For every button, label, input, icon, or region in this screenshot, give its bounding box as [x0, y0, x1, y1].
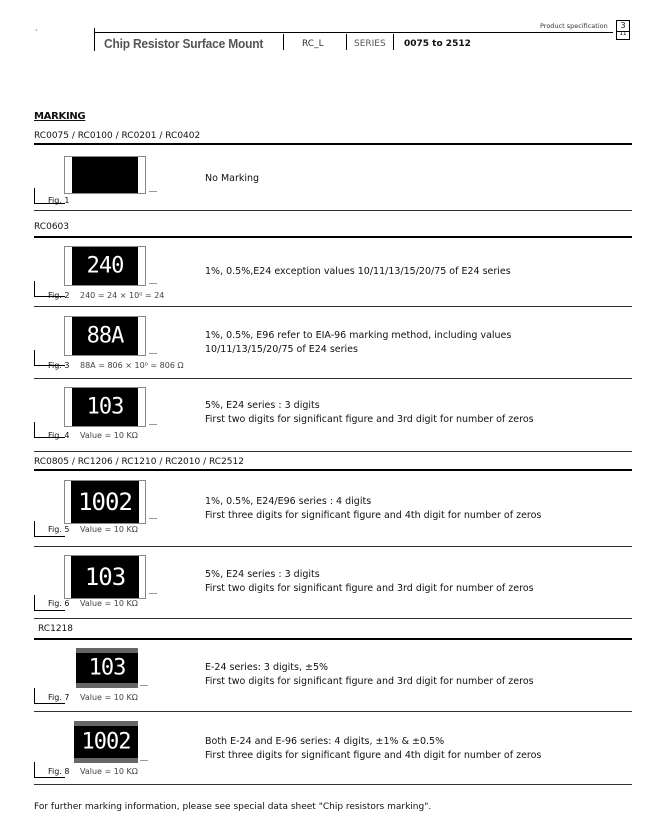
chip-drawing-wide-terminal — [74, 721, 138, 763]
figure-caption: Value = 10 KΩ — [80, 525, 138, 534]
figure-description: 5%, E24 series : 3 digits — [205, 400, 320, 411]
series-range: 0075 to 2512 — [404, 39, 471, 49]
figure-caption: Value = 10 KΩ — [80, 599, 138, 608]
group-rule — [34, 236, 632, 238]
figure-caption: Value = 10 KΩ — [80, 767, 138, 776]
chip-drawing — [64, 555, 146, 599]
section-title: MARKING — [34, 111, 86, 122]
figure-label: Fig. 8 — [48, 767, 70, 776]
header-sep-3 — [393, 34, 394, 50]
figure-divider — [34, 451, 632, 452]
figure-description: 1%, 0.5%, E96 refer to EIA-96 marking method, including values — [205, 330, 512, 341]
figure-divider — [34, 618, 632, 619]
chip-marking-code: 103 — [86, 394, 124, 420]
group-title-large-chips: RC0805 / RC1206 / RC1210 / RC2010 / RC2512 — [34, 457, 244, 467]
chip-drawing — [64, 387, 146, 427]
chip-drawing — [64, 246, 146, 286]
document-title: Chip Resistor Surface Mount — [104, 36, 264, 51]
chip-marking-code: 240 — [86, 253, 124, 279]
chip-drawing-wide-terminal — [76, 648, 138, 688]
figure-description: 1%, 0.5%,E24 exception values 10/11/13/15/20/75 of E24 series — [205, 266, 511, 277]
chip-marking-code: 88A — [86, 323, 124, 349]
figure-description-line2: First two digits for significant figure and 3rd digit for number of zeros — [205, 414, 534, 425]
figure-label: Fig. 2 — [48, 291, 70, 300]
chip-marking-code: 1002 — [81, 729, 131, 755]
group-rule — [34, 638, 632, 640]
product-code: RC_L — [302, 39, 324, 49]
footer-note: For further marking information, please see special data sheet "Chip resistors marking". — [34, 802, 432, 812]
page-number-box — [616, 20, 630, 40]
figure-description: 5%, E24 series : 3 digits — [205, 569, 320, 580]
figure-divider — [34, 711, 632, 712]
figure-label: Fig. 7 — [48, 693, 70, 702]
header-sep-1 — [283, 34, 284, 50]
series-label: SERIES — [354, 39, 386, 49]
chip-drawing — [64, 316, 146, 356]
figure-caption: Value = 10 KΩ — [80, 693, 138, 702]
figure-divider — [34, 546, 632, 547]
figure-caption: Value = 10 KΩ — [80, 431, 138, 440]
figure-caption: 88A = 806 × 10⁰ = 806 Ω — [80, 361, 184, 370]
group-title-rc1218: RC1218 — [38, 624, 73, 634]
figure-description: 1%, 0.5%, E24/E96 series : 4 digits — [205, 496, 372, 507]
page-total: 11 — [619, 31, 627, 37]
header-sep-2 — [346, 34, 347, 50]
figure-label: Fig. 1 — [48, 196, 70, 205]
header-dot: · — [35, 26, 38, 35]
figure-label: Fig. 4 — [48, 431, 70, 440]
figure-divider — [34, 306, 632, 307]
page-number: 3 — [617, 21, 629, 32]
figure-description: Both E-24 and E-96 series: 4 digits, ±1% & ±0.5% — [205, 736, 445, 747]
figure-label: Fig. 3 — [48, 361, 70, 370]
chip-marking-code: 103 — [88, 655, 126, 681]
group-title-small-chips: RC0075 / RC0100 / RC0201 / RC0402 — [34, 131, 201, 141]
figure-description-line2: First two digits for significant figure and 3rd digit for number of zeros — [205, 583, 534, 594]
chip-marking-code: 103 — [84, 563, 126, 591]
figure-description: No Marking — [205, 173, 260, 184]
group-title-rc0603: RC0603 — [34, 222, 69, 232]
header-rule-top — [94, 32, 613, 33]
figure-description-line2: First three digits for significant figure and 4th digit for number of zeros — [205, 510, 542, 521]
figure-description-line2: First two digits for significant figure and 3rd digit for number of zeros — [205, 676, 534, 687]
figure-divider — [34, 378, 632, 379]
figure-label: Fig. 5 — [48, 525, 70, 534]
chip-marking-code: 1002 — [78, 488, 132, 516]
group-rule — [34, 469, 632, 471]
chip-drawing — [64, 480, 146, 524]
figure-description-line2: First three digits for significant figure and 4th digit for number of zeros — [205, 750, 542, 761]
figure-description-line2: 10/11/13/15/20/75 of E24 series — [205, 344, 358, 355]
figure-description: E-24 series: 3 digits, ±5% — [205, 662, 329, 673]
chip-drawing — [64, 156, 146, 194]
figure-divider — [34, 784, 632, 785]
figure-label: Fig. 6 — [48, 599, 70, 608]
group-rule — [34, 143, 632, 145]
figure-caption: 240 = 24 × 10⁰ = 24 — [80, 291, 165, 300]
figure-divider — [34, 210, 632, 211]
product-spec-label: Product specification — [540, 22, 608, 30]
